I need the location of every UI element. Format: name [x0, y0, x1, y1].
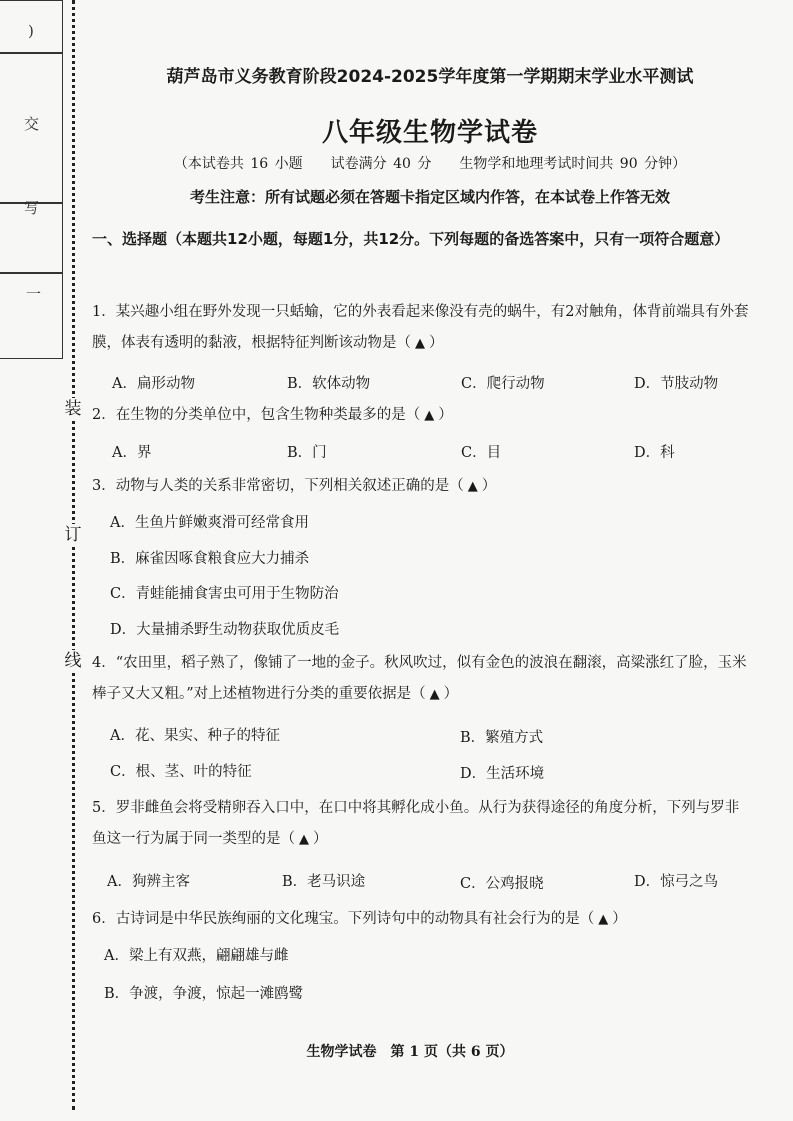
question-stem: 4．“农田里，稻子熟了，像铺了一地的金子。秋风吹过，似有金色的波浪在翻滚，高粱涨红了脸，玉米棒子又大又粗。”对上述植物进行分类的重要依据是（	[92, 655, 747, 702]
answer-triangle-icon: ▲	[429, 687, 440, 702]
option-a: A．生鱼片鲜嫩爽滑可经常食用	[110, 515, 309, 531]
answer-triangle-icon: ▲	[467, 479, 478, 494]
binding-dotted-line	[72, 0, 75, 1110]
page-footer: 生物学试卷 第 1 页（共 6 页）	[306, 1044, 514, 1060]
answer-triangle-icon: ▲	[598, 912, 609, 927]
answer-triangle-icon: ▲	[415, 336, 425, 351]
option-c: C．青蛙能捕食害虫可用于生物防治	[110, 586, 339, 602]
option-d: D．生活环境	[460, 766, 545, 782]
question-stem-end: ）	[481, 478, 497, 494]
binding-margin	[0, 0, 80, 1121]
exam-notice: 考生注意：所有试题必须在答题卡指定区域内作答，在本试卷上作答无效	[189, 188, 670, 206]
question-stem-end: ）	[443, 686, 459, 702]
option-b: B．麻雀因啄食粮食应大力捕杀	[110, 551, 310, 567]
option-c: C．根、茎、叶的特征	[110, 764, 252, 780]
option-c: C．爬行动物	[461, 376, 545, 392]
question-stem: 6．古诗词是中华民族绚丽的文化瑰宝。下列诗句中的动物具有社会行为的是（	[92, 911, 595, 927]
option-b: B．争渡，争渡，惊起一滩鸥鹭	[104, 986, 304, 1002]
exam-info: （本试卷共 16 小题 试卷满分 40 分 生物学和地理考试时间共 90 分钟）	[173, 156, 687, 172]
question-stem: 5．罗非雌鱼会将受精卵吞入口中，在口中将其孵化成小鱼。从行为获得途径的角度分析，下列与罗非鱼这一行为属于同一类型的是（	[92, 800, 740, 847]
option-a: A．扁形动物	[112, 376, 195, 392]
option-c: C．公鸡报晓	[460, 876, 544, 892]
paper-title: 八年级生物学试卷	[321, 118, 538, 148]
option-d: D．惊弓之鸟	[634, 874, 719, 890]
option-b: B．繁殖方式	[460, 730, 544, 746]
option-a: A．花、果实、种子的特征	[110, 728, 280, 744]
answer-triangle-icon: ▲	[424, 408, 435, 423]
option-a: A．狗辨主客	[107, 874, 190, 890]
question-stem: 1．某兴趣小组在野外发现一只蛞蝓，它的外表看起来像没有壳的蜗牛，有2对触角，体背前端具有外套膜，体表有透明的黏液，根据特征判断该动物是（	[92, 304, 749, 351]
question-4	[92, 648, 752, 710]
option-d: D．科	[634, 445, 675, 461]
question-5	[92, 793, 752, 855]
question-2	[92, 400, 752, 431]
question-stem-end: ）	[438, 407, 453, 423]
question-stem: 3．动物与人类的关系非常密切，下列相关叙述正确的是（	[92, 478, 464, 494]
option-b: B．门	[287, 445, 327, 461]
exam-title: 葫芦岛市义务教育阶段2024-2025学年度第一学期期末学业水平测试	[166, 67, 694, 87]
question-stem-end: ）	[313, 831, 328, 847]
option-b: B．软体动物	[287, 376, 371, 392]
question-6	[92, 904, 752, 935]
margin-fragment: 写	[24, 199, 40, 217]
question-stem-end: ）	[612, 911, 627, 927]
option-b: B．老马识途	[282, 874, 366, 890]
question-1	[92, 297, 752, 359]
option-d: D．节肢动物	[634, 376, 719, 392]
binding-label-xian: 线	[62, 650, 84, 672]
option-c: C．目	[461, 445, 502, 461]
option-a: A．界	[112, 445, 152, 461]
question-stem-end: ）	[429, 335, 444, 351]
margin-fragment: 交	[24, 115, 40, 133]
binding-label-ding: 订	[62, 524, 84, 546]
binding-label-zhuang: 装	[62, 398, 84, 420]
question-stem: 2．在生物的分类单位中，包含生物种类最多的是（	[92, 407, 421, 423]
question-3	[92, 471, 752, 502]
section-heading: 一、选择题（本题共12小题，每题1分，共12分。下列每题的备选答案中，只有一项符合题意）	[92, 230, 730, 248]
option-d: D．大量捕杀野生动物获取优质皮毛	[110, 622, 340, 638]
margin-fragment: 一	[26, 285, 42, 303]
option-a: A．梁上有双燕，翩翩雄与雌	[104, 948, 289, 964]
answer-triangle-icon: ▲	[299, 832, 309, 847]
margin-fragment: )	[28, 22, 34, 40]
